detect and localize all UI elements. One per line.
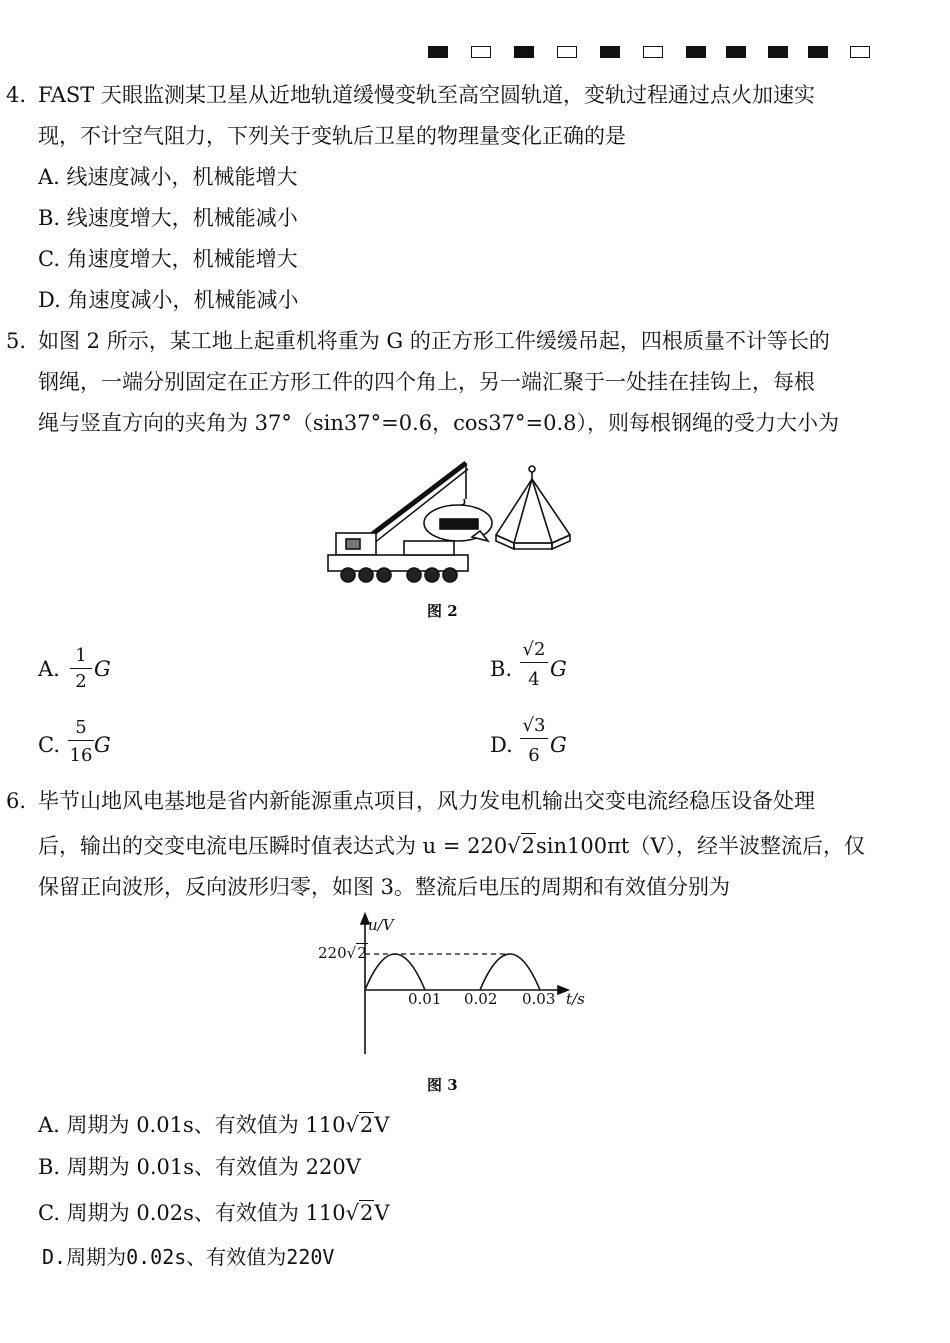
numerator: √2: [522, 639, 546, 660]
question-text: 毕节山地风电基地是省内新能源重点项目，风力发电机输出交变电流经稳压设备处理: [38, 789, 815, 813]
fraction: [520, 716, 548, 766]
option-b[interactable]: B. 线速度增大，机械能减小: [38, 206, 298, 230]
question-text: 钢绳，一端分别固定在正方形工件的四个角上，另一端汇聚于一处挂在挂钩上，每根: [38, 370, 815, 394]
header-mark-filled: [686, 46, 706, 58]
y-axis-label: u/V: [368, 916, 394, 934]
question-text: [38, 833, 865, 859]
numerator: 1: [75, 645, 87, 666]
y-tick-label: [318, 944, 368, 962]
numerator: 5: [75, 717, 87, 738]
option-unit: V: [374, 1201, 390, 1225]
option-label: A.: [38, 657, 60, 681]
option-c[interactable]: C. 角速度增大，机械能增大: [38, 247, 298, 271]
fraction-bar: [520, 738, 548, 739]
question-text: 绳与竖直方向的夹角为 37°（sin37°=0.6，cos37°=0.8），则每根钢绳的受力大小为: [38, 411, 840, 435]
denominator: 16: [69, 745, 93, 766]
option-a[interactable]: [38, 1112, 389, 1138]
question-number: 6.: [6, 789, 27, 813]
option-d[interactable]: D. 角速度减小，机械能减小: [38, 288, 299, 312]
sqrt-radicand: 2: [359, 1113, 374, 1137]
expression-part: 后，输出的交变电流电压瞬时值表达式为 u = 220: [38, 834, 508, 858]
header-mark-hollow: [850, 46, 870, 58]
header-mark-filled: [600, 46, 620, 58]
question-text: 现，不计空气阻力，下列关于变轨后卫星的物理量变化正确的是: [38, 124, 626, 148]
x-axis-label: t/s: [566, 990, 585, 1008]
option-text: A. 周期为 0.01s、有效值为 110: [38, 1113, 346, 1137]
option-label: C.: [38, 733, 60, 757]
numerator: √3: [522, 715, 546, 736]
option-text: C. 周期为 0.02s、有效值为 110: [38, 1201, 346, 1225]
option-b[interactable]: B. 周期为 0.01s、有效值为 220V: [38, 1155, 361, 1179]
fraction: [68, 718, 94, 766]
x-tick-label: 0.03: [522, 990, 556, 1008]
denominator: 4: [528, 669, 540, 690]
sqrt-radicand: 2: [360, 1201, 374, 1225]
fraction-bar: [70, 668, 92, 669]
question-text: 如图 2 所示，某工地上起重机将重为 G 的正方形工件缓缓吊起，四根质量不计等长的: [38, 329, 830, 353]
header-mark-filled: [768, 46, 788, 58]
sqrt-expression: √2: [507, 834, 535, 858]
waveform-graph: [300, 912, 600, 1062]
fraction-bar: [68, 740, 94, 741]
fraction: [520, 640, 548, 690]
header-mark-filled: [808, 46, 828, 58]
x-tick-label: 0.01: [408, 990, 442, 1008]
figure-2-caption: 图 2: [427, 602, 458, 620]
header-mark-filled: [726, 46, 746, 58]
denominator: 2: [75, 671, 87, 692]
option-label: D.: [490, 733, 513, 757]
expression-part: sin100πt（V），经半波整流后，仅: [536, 834, 866, 858]
crane-figure: [318, 455, 608, 585]
header-mark-hollow: [643, 46, 663, 58]
question-number: 5.: [6, 329, 27, 353]
positive-half-wave-1: [365, 954, 425, 990]
weight-symbol: G: [550, 657, 567, 681]
option-label: B.: [490, 657, 513, 681]
x-tick-label: 0.02: [464, 990, 498, 1008]
question-text: 保留正向波形，反向波形归零，如图 3。整流后电压的周期和有效值分别为: [38, 875, 731, 899]
sqrt-radicand: 2: [357, 944, 367, 962]
question-number: 4.: [6, 83, 27, 107]
sqrt-expression: √2: [345, 1201, 374, 1225]
option-a[interactable]: A. 线速度减小，机械能增大: [38, 165, 298, 189]
header-mark-hollow: [471, 46, 491, 58]
weight-symbol: G: [94, 657, 111, 681]
option-c[interactable]: [38, 1200, 390, 1226]
option-unit: V: [374, 1113, 390, 1137]
sqrt-expression: √2: [345, 1113, 374, 1137]
header-mark-filled: [514, 46, 534, 58]
sqrt-radicand: 2: [521, 834, 535, 858]
positive-half-wave-2: [480, 954, 540, 990]
denominator: 6: [528, 745, 540, 766]
weight-symbol: G: [550, 733, 567, 757]
weight-symbol: G: [94, 733, 111, 757]
fraction-bar: [520, 662, 548, 663]
question-text: FAST 天眼监测某卫星从近地轨道缓慢变轨至高空圆轨道，变轨过程通过点火加速实: [38, 83, 815, 107]
sqrt-expression: √2: [346, 944, 367, 962]
y-tick-value: 220: [318, 944, 347, 962]
fraction: [70, 646, 92, 690]
header-mark-filled: [428, 46, 448, 58]
header-mark-hollow: [557, 46, 577, 58]
figure-3-caption: 图 3: [427, 1076, 458, 1094]
option-d[interactable]: D.周期为0.02s、有效值为220V: [42, 1245, 335, 1269]
